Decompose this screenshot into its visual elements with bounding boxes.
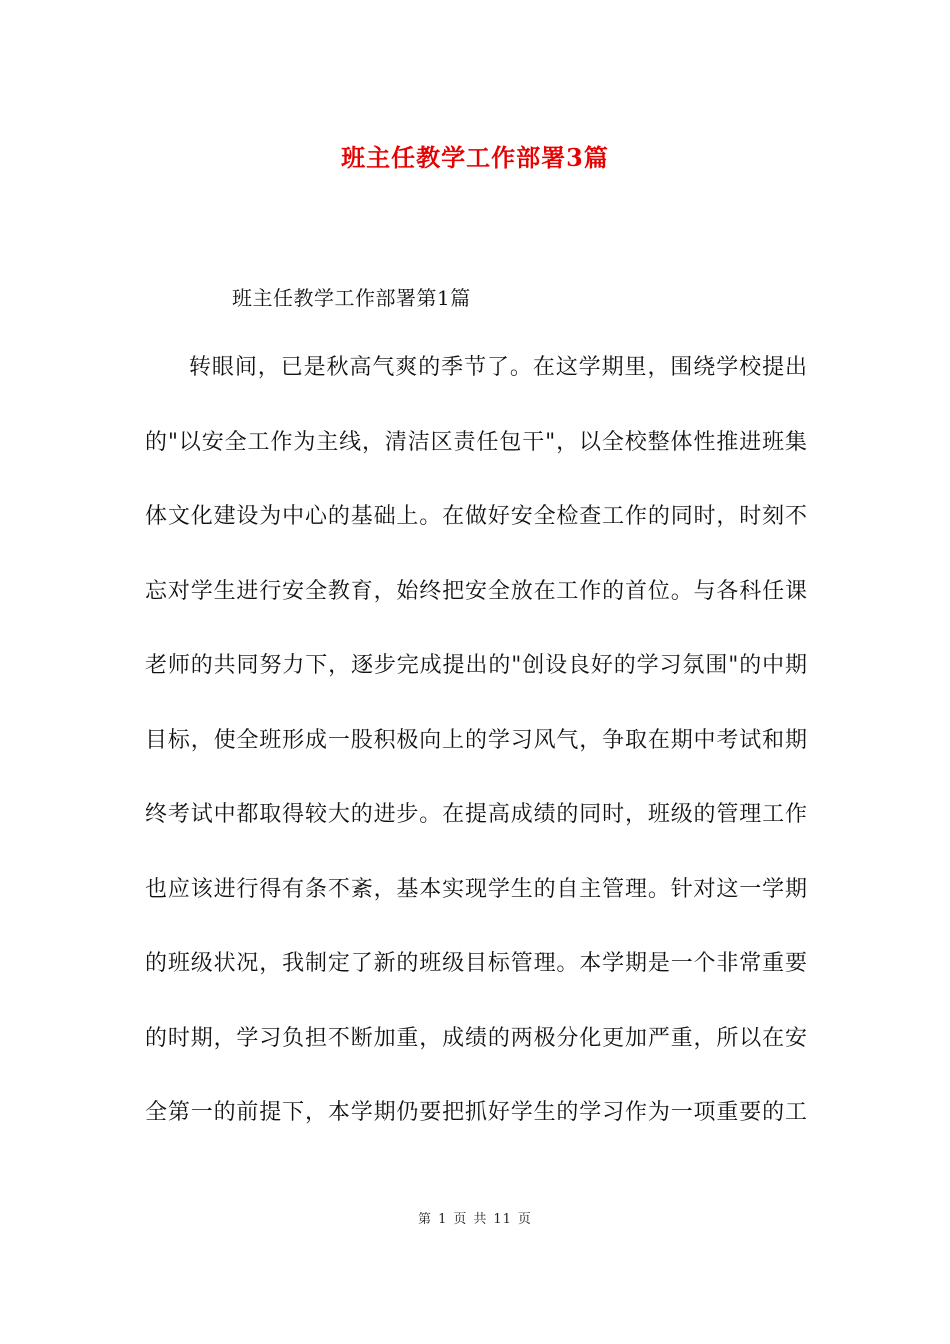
footer-page-word: 页 [453,1212,468,1227]
body-line: 终考试中都取得较大的进步。在提高成绩的同时，班级的管理工作 [145,802,807,827]
body-line: 目标，使全班形成一股积极向上的学习风气，争取在期中考试和期 [145,727,807,753]
body-line: 的时期，学习负担不断加重，成绩的两极分化更加严重，所以在安 [145,1025,807,1051]
body-line: 忘对学生进行安全教育，始终把安全放在工作的首位。与各科任课 [145,578,807,604]
body-line: 全第一的前提下，本学期仍要把抓好学生的学习作为一项重要的工 [145,1100,807,1125]
body-line: 体文化建设为中心的基础上。在做好安全检查工作的同时，时刻不 [145,504,807,529]
body-line: 的班级状况，我制定了新的班级目标管理。本学期是一个非常重要 [145,951,807,976]
body-line: 也应该进行得有条不紊，基本实现学生的自主管理。针对这一学期 [145,876,807,902]
body-line: 转眼间，已是秋高气爽的季节了。在这学期里，围绕学校提出 [189,355,807,380]
body-paragraph [145,345,807,1165]
footer-total-word: 共 [473,1212,488,1227]
body-line: 的"以安全工作为主线，清洁区责任包干"，以全校整体性推进班集 [145,429,807,455]
document-title: 班主任教学工作部署3篇 [341,143,609,172]
footer-total-pages: 11 [493,1212,512,1227]
body-line: 老师的共同努力下，逐步完成提出的"创设良好的学习氛围"的中期 [145,653,807,678]
page-footer [0,1208,950,1227]
footer-prefix: 第 [418,1212,433,1227]
section-heading: 班主任教学工作部署第1篇 [232,286,471,310]
footer-suffix: 页 [517,1212,532,1227]
footer-current-page: 1 [438,1212,448,1227]
